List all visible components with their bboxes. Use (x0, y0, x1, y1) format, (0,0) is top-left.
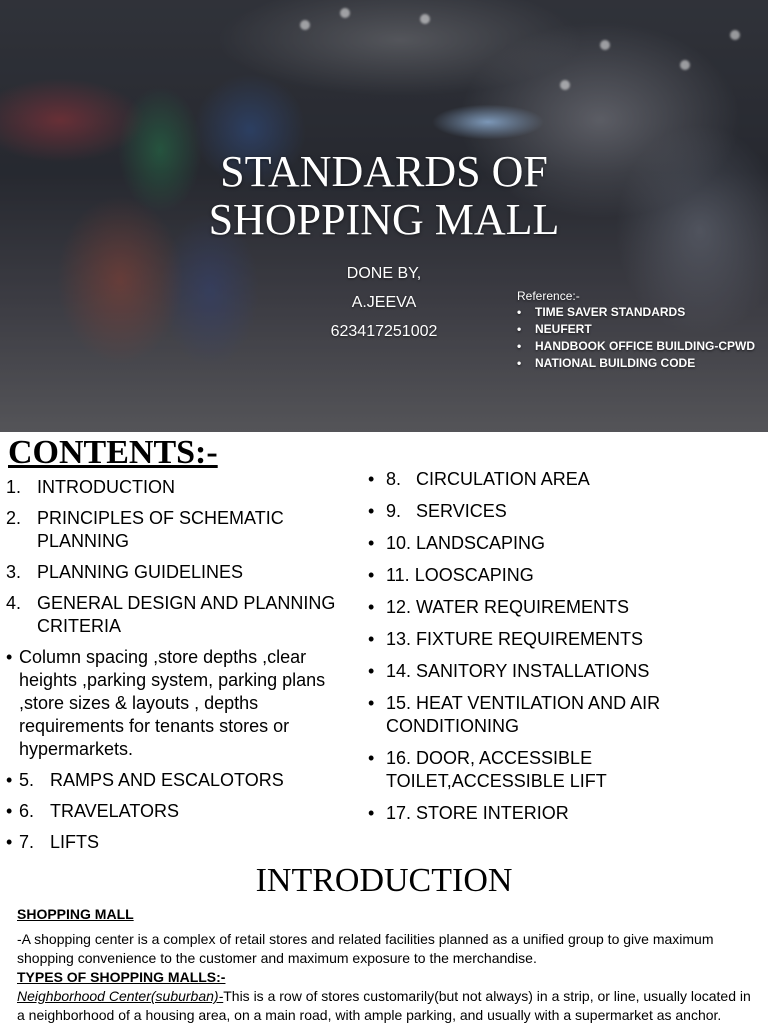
contents-item: • 10. LANDSCAPING (368, 532, 763, 555)
reference-list (517, 289, 755, 372)
shopping-mall-heading: SHOPPING MALL (17, 906, 134, 922)
author-name: A.JEEVA (351, 294, 417, 311)
contents-item: • 8. CIRCULATION AREA (368, 468, 763, 491)
contents-right-column (368, 468, 763, 834)
reference-item: • NEUFERT (517, 321, 755, 338)
done-by-label: DONE BY, (346, 265, 422, 282)
contents-item: 1. INTRODUCTION (6, 477, 175, 497)
ceiling-light (600, 40, 610, 50)
neighborhood-center-text: This is a row of stores customarily(but not always) in a strip, or line, usually located in a neighborhood of a housing area, on a main road, with ample parking, and usually with a supermarket as anchor. (17, 988, 751, 1023)
title-slide (0, 0, 768, 432)
contents-item: 3. PLANNING GUIDELINES (6, 562, 244, 582)
introduction-heading: INTRODUCTION (255, 862, 513, 899)
contents-item: 4. GENERAL DESIGN AND PLANNING CRITERIA (6, 593, 336, 636)
contents-item: • 14. SANITORY INSTALLATIONS (368, 660, 763, 683)
contents-item: • 17. STORE INTERIOR (368, 802, 763, 825)
ceiling-light (420, 14, 430, 24)
contents-item: • 7. LIFTS (6, 831, 346, 854)
reference-item: • HANDBOOK OFFICE BUILDING-CPWD (517, 338, 755, 355)
contents-sub-bullet: • Column spacing ,store depths ,clear heights ,parking system, parking plans ,store sizes & layouts , depths requirements for tenants stores or hypermarkets. (6, 646, 346, 761)
reference-heading: Reference:- (517, 289, 580, 303)
types-heading: TYPES OF SHOPPING MALLS:- (17, 969, 226, 985)
contents-item: • 11. LOOSCAPING (368, 564, 763, 587)
contents-slide (0, 432, 768, 856)
reference-item: • NATIONAL BUILDING CODE (517, 355, 755, 372)
neighborhood-center-paragraph (17, 987, 753, 1024)
contents-left-column (6, 476, 346, 862)
shopping-mall-definition: -A shopping center is a complex of retail stores and related facilities planned as a unified group to give maximum shopping convenience to the customer and maximum exposure to the merchandise. (17, 931, 714, 966)
title-line-2: SHOPPING MALL (208, 195, 560, 244)
contents-item: • 12. WATER REQUIREMENTS (368, 596, 763, 619)
ceiling-light (730, 30, 740, 40)
contents-item: • 6. TRAVELATORS (6, 800, 346, 823)
roll-number: 623417251002 (330, 323, 438, 340)
contents-item: • 5. RAMPS AND ESCALOTORS (6, 769, 346, 792)
contents-item: • 15. HEAT VENTILATION AND AIR CONDITIONING (368, 692, 763, 738)
reference-item: • TIME SAVER STANDARDS (517, 304, 755, 321)
contents-item: • 16. DOOR, ACCESSIBLE TOILET,ACCESSIBLE LIFT (368, 747, 763, 793)
contents-item: • 9. SERVICES (368, 500, 763, 523)
introduction-body (17, 905, 753, 1024)
title-line-1: STANDARDS OF (220, 147, 548, 196)
ceiling-light (300, 20, 310, 30)
presentation-title (0, 148, 768, 244)
ceiling-light (340, 8, 350, 18)
contents-item: 2. PRINCIPLES OF SCHEMATIC PLANNING (6, 508, 284, 551)
contents-item: • 13. FIXTURE REQUIREMENTS (368, 628, 763, 651)
ceiling-light (560, 80, 570, 90)
neighborhood-center-term: Neighborhood Center(suburban)- (17, 988, 224, 1004)
ceiling-light (680, 60, 690, 70)
contents-heading: CONTENTS:- (8, 434, 218, 471)
introduction-slide (0, 856, 768, 1024)
